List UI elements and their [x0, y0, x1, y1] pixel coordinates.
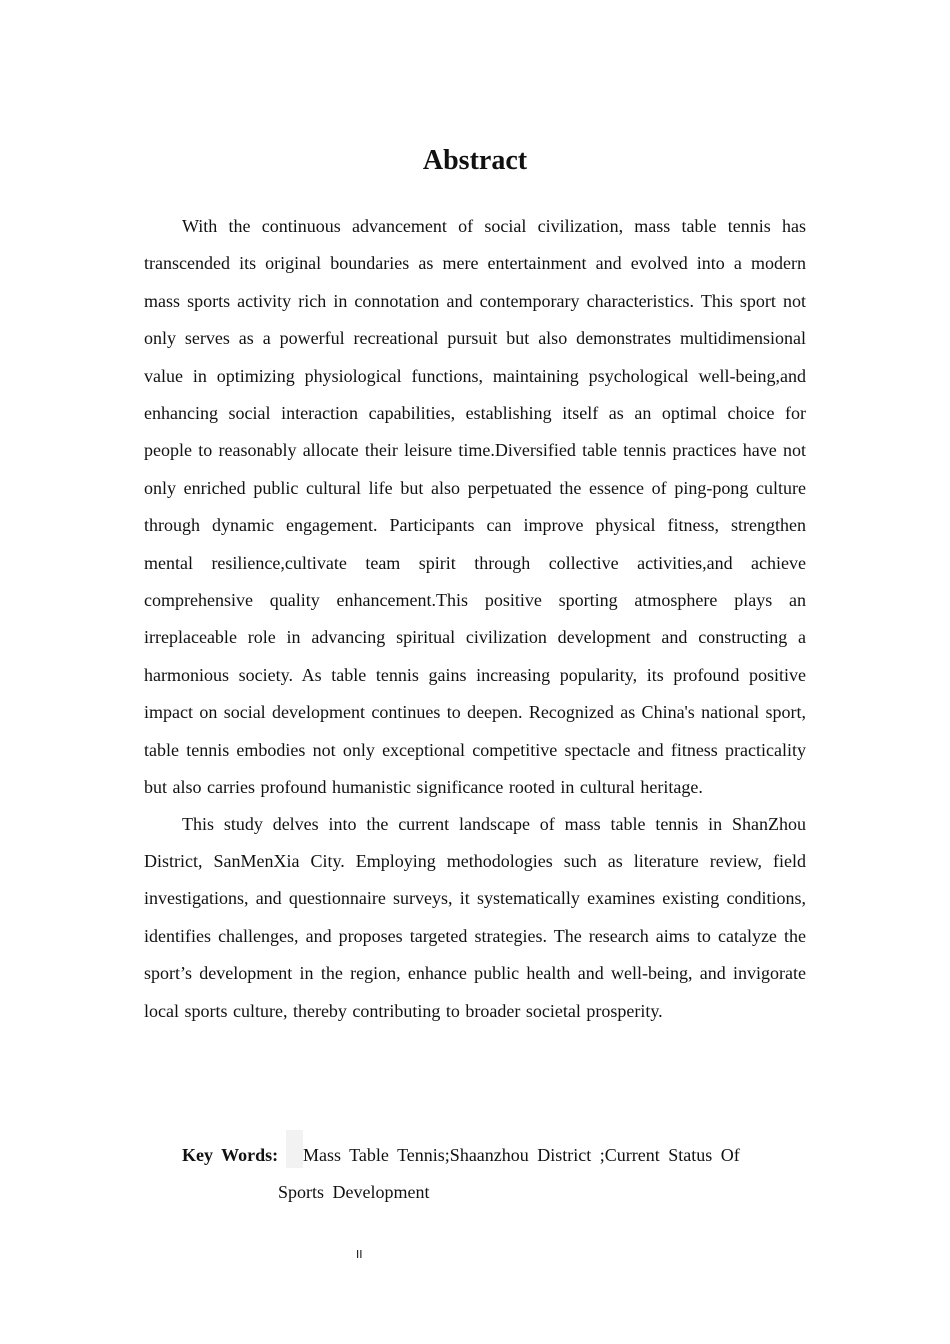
- abstract-body: [144, 208, 806, 1030]
- abstract-title: Abstract: [422, 145, 528, 176]
- keywords-section: [182, 1137, 782, 1211]
- abstract-paragraph-1: With the continuous advancement of social civilization, mass table tennis has transcended its original boundaries as mere entertainment and evolved into a modern mass sports activity rich in connotation and contemporary characteristics. This sport not only serves as a powerful recreational pursuit but also demonstrates multidimensional value in optimizing physiological functions, maintaining psychological well-being,and enhancing social interaction capabilities, establishing itself as an optimal choice for people to reasonably allocate their leisure time.Diversified table tennis practices have not only enriched public cultural life but also perpetuated the essence of ping-pong culture through dynamic engagement. Participants can improve physical fitness, strengthen mental resilience,cultivate team spirit through collective activities,and achieve comprehensive quality enhancement.This positive sporting atmosphere plays an irreplaceable role in advancing spiritual civilization development and constructing a harmonious society. As table tennis gains increasing popularity, its profound positive impact on social development continues to deepen. Recognized as China's national sport, table tennis embodies not only exceptional competitive spectacle and fitness practicality but also carries profound humanistic significance rooted in cultural heritage.: [144, 216, 806, 798]
- abstract-paragraph-2: This study delves into the current landscape of mass table tennis in ShanZhou District, SanMenXia City. Employing methodologies such as literature review, field investigations, and questionnaire surveys, it systematically examines existing conditions, identifies challenges, and proposes targeted strategies. The research aims to catalyze the sport’s development in the region, enhance public health and well-being, and invigorate local sports culture, thereby contributing to broader societal prosperity.: [144, 813, 806, 1021]
- keywords-line-2: Sports Development: [278, 1182, 430, 1202]
- text-cursor-highlight: [286, 1130, 303, 1168]
- keywords-line-1: Mass Table Tennis;Shaanzhou District ;Current Status Of: [303, 1145, 740, 1165]
- keywords-label: Key Words:: [182, 1145, 279, 1165]
- page-number: II: [356, 1248, 363, 1261]
